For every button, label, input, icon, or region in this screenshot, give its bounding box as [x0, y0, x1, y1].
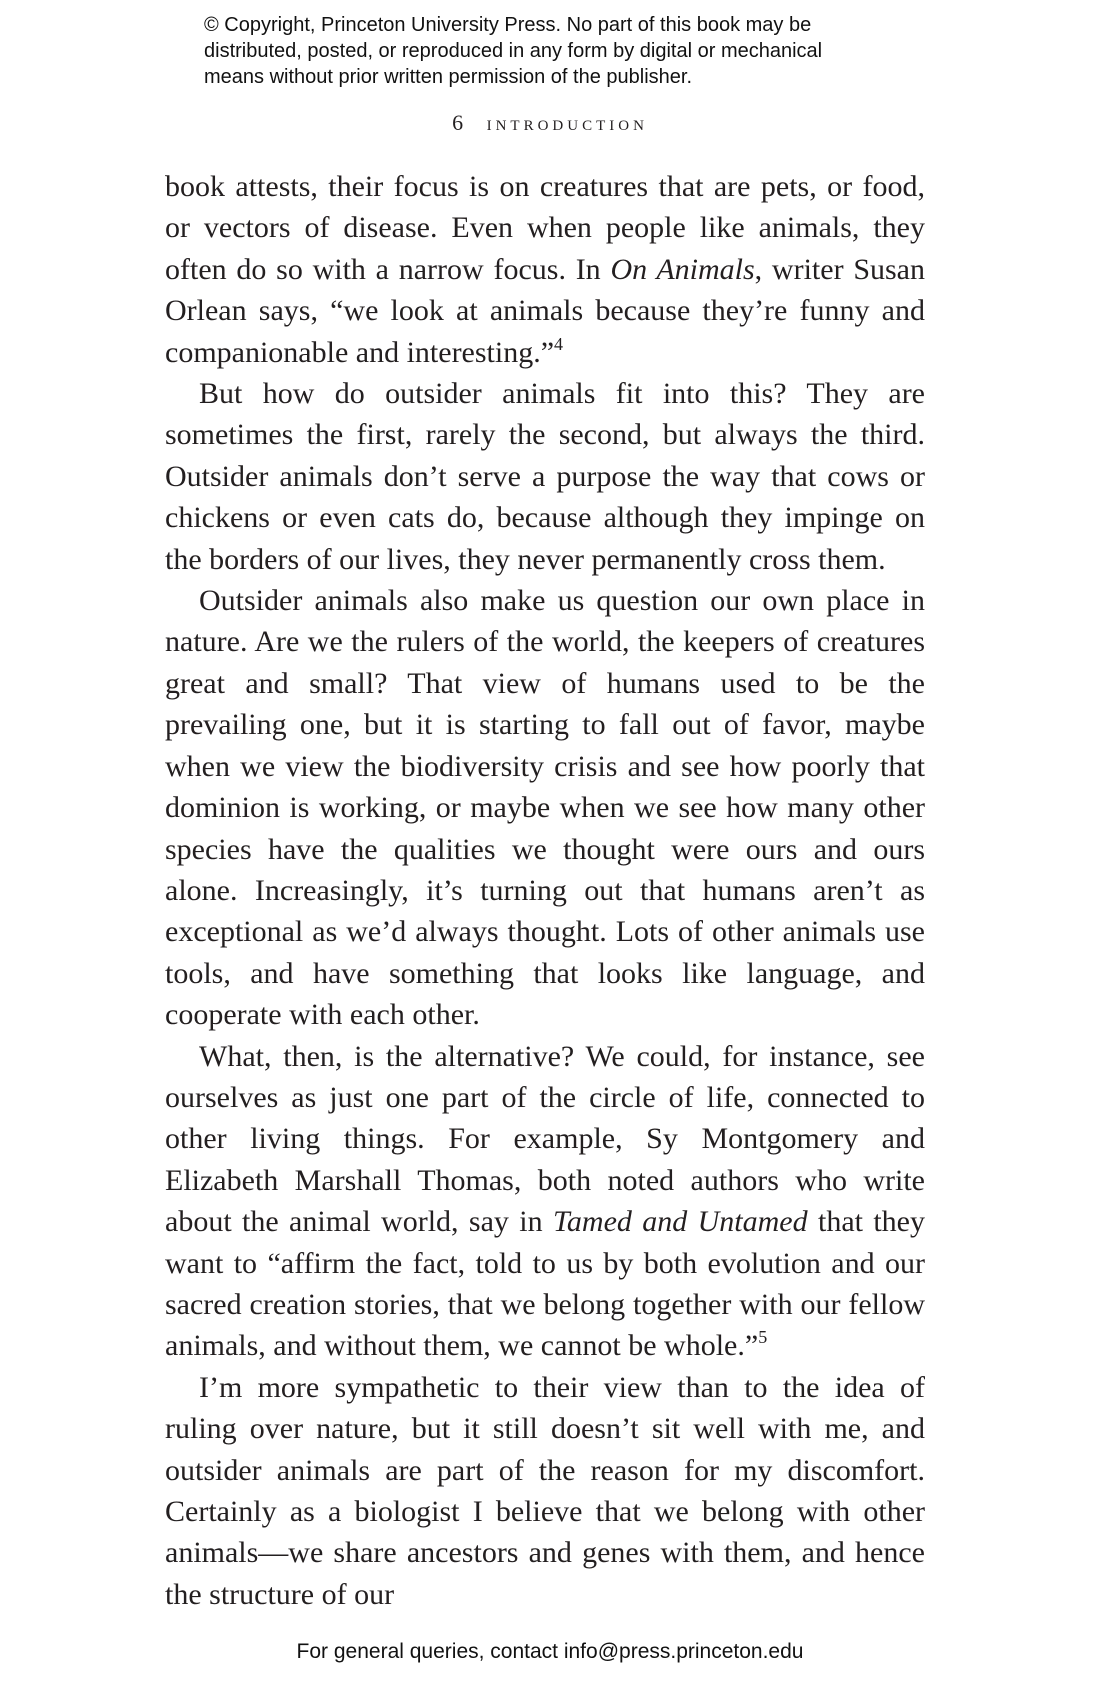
section-title: introduction	[486, 110, 648, 135]
copyright-line-3: means without prior written permission of the publisher.	[204, 66, 693, 88]
paragraph-1-text-a: book attests, their focus is on creatures that are pets, or food, or vectors of disease. Even when people like animals, they often do so with a narrow focus. In	[165, 170, 925, 286]
book-title-on-animals: On Animals	[610, 252, 755, 286]
paragraph-4-text-a: What, then, is the alternative? We could, for instance, see ourselves as just one part of the circle of life, connected to other living things. For example, Sy Montgomery and Elizabeth Marshall Thomas, both noted authors who write about the animal world, say in	[165, 1039, 925, 1239]
paragraph-5: I’m more sympathetic to their view than to the idea of ruling over nature, but it still doesn’t sit well with me, and outsider animals are part of the reason for my discomfort. Certainly as a biologist I believe that we belong with other animals—we share ancestors and genes with them, and hence the structure of our	[165, 1370, 925, 1611]
paragraph-1-text-b: , writer Susan Orlean says, “we look at animals because they’re funny and companionable and interesting.”	[165, 252, 925, 369]
paragraph-2: But how do outsider animals fit into this? They are sometimes the first, rarely the second, but always the third. Outsider animals don’t serve a purpose the way that cows or chickens or even cats do, because although they impinge on the borders of our lives, they never permanently cross them.	[165, 377, 925, 576]
paragraph-1	[165, 166, 925, 373]
paragraph-4-text-b: that they want to “affirm the fact, told to us by both evolution and our sacred creation stories, that we belong together with our fellow animals, and without them, we cannot be whole.”	[165, 1205, 925, 1363]
paragraph-4	[165, 1036, 925, 1367]
paragraph-3: Outsider animals also make us question our own place in nature. Are we the rulers of the world, the keepers of creatures great and small? That view of humans used to be the prevailing one, but it is starting to fall out of favor, maybe when we view the biodiversity crisis and see how poorly that dominion is working, or maybe when we see how many other species have the qualities we thought were ours and ours alone. Increasingly, it’s turning out that humans aren’t as exceptional as we’d always thought. Lots of other animals use tools, and have something that looks like language, and cooperate with each other.	[165, 584, 925, 1032]
footnote-ref-4[interactable]: 4	[554, 333, 564, 354]
body-text	[165, 166, 925, 1615]
footnote-ref-5[interactable]: 5	[758, 1327, 768, 1348]
footer-contact: For general queries, contact info@press.princeton.edu	[296, 1640, 804, 1663]
copyright-line-2: distributed, posted, or reproduced in any form by digital or mechanical	[204, 40, 823, 62]
copyright-notice	[204, 12, 924, 90]
book-title-tamed-and-untamed: Tamed and Untamed	[552, 1205, 808, 1239]
copyright-line-1: © Copyright, Princeton University Press. No part of this book may be	[204, 14, 812, 36]
running-head	[0, 110, 1100, 136]
page-number: 6	[452, 110, 464, 135]
